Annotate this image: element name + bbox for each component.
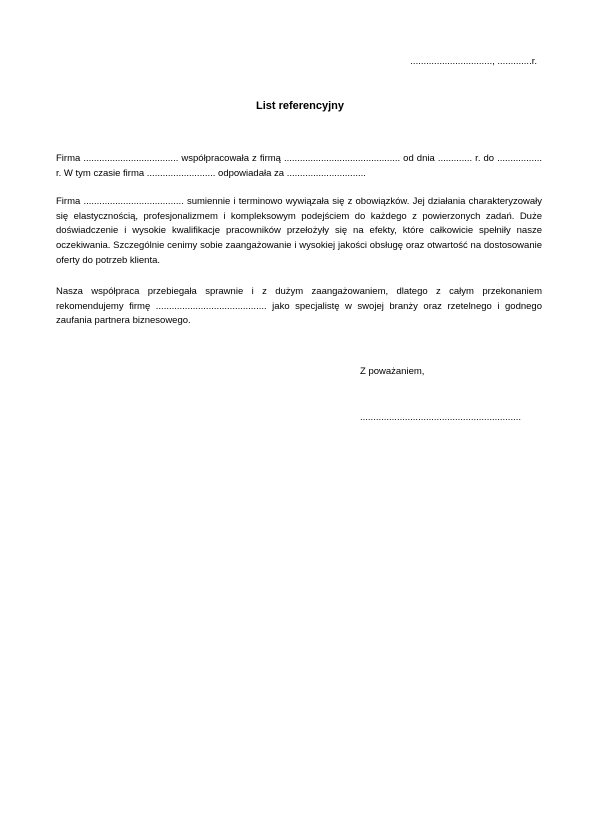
signature-dotted-line: .............................................................	[360, 411, 522, 423]
document-title: List referencyjny	[255, 100, 345, 112]
paragraph-recommendation: Nasza współpraca przebiegała sprawnie i z dużym zaangażowaniem, dlatego z całym przekonaniem rekomendujemy firmę .......................................... jako specjalistę w swojej branży oraz rzetelnego i godnego zaufania partnera biznesowego.	[56, 286, 542, 327]
paragraph-performance-evaluation: Firma ...................................... sumiennie i terminowo wywiązała się z obowiązków. Jej działania charakteryzowały się elastycznością, profesjonalizmem i kompleksowym podejściem do każdego z powierzonych zadań. Duże doświadczenie i wysokie kwalifikacje pracowników przełożyły się na efekty, które całkowicie spełniły nasze oczekiwania. Szczególnie cenimy sobie zaangażowanie i wysokiej jakości obsługę oraz otwartość na dostosowanie oferty do potrzeb klienta.	[56, 196, 542, 266]
letter-body	[56, 152, 542, 425]
date-place-blank: ..............................., .............r.	[410, 56, 537, 67]
closing-block	[56, 365, 542, 425]
paragraph-cooperation-details: Firma .................................... współpracowała z firmą ............................................ od dnia ............. r. do ................. r. W tym czasie firma .......................... odpowiadała za ..............................	[56, 153, 542, 179]
closing-salutation: Z poważaniem,	[360, 365, 425, 377]
